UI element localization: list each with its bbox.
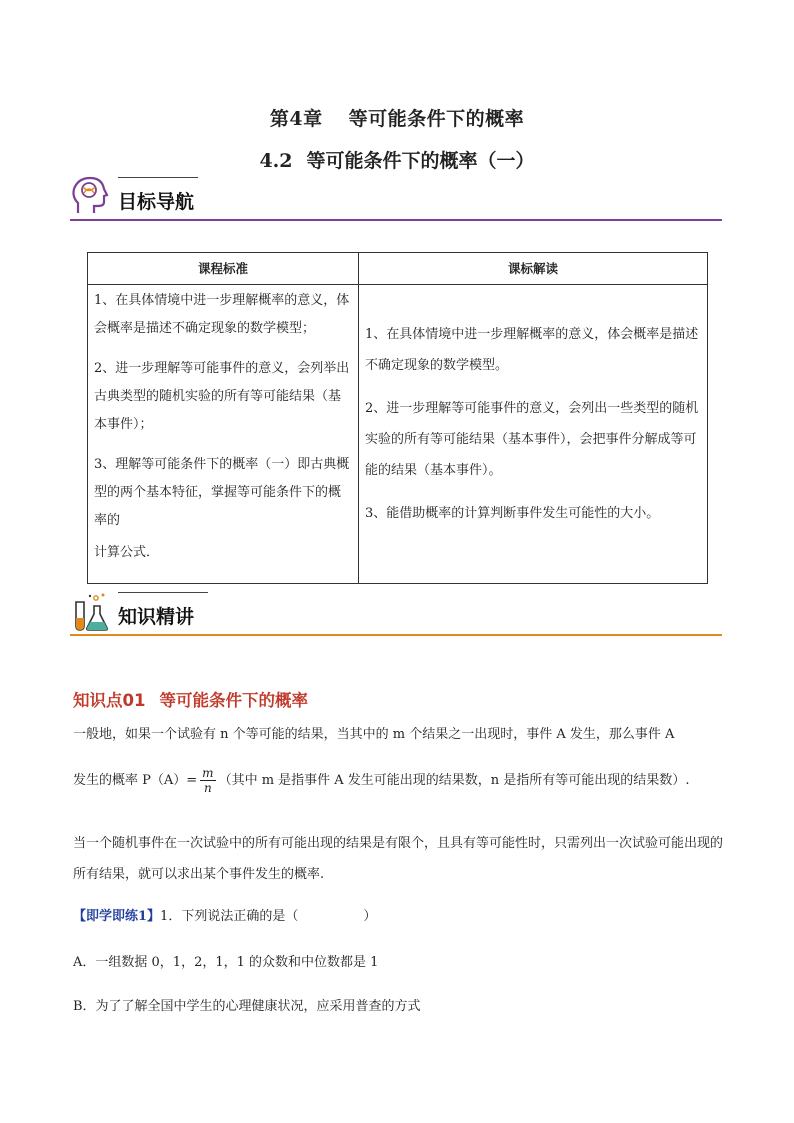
exercise-question-text: 1．下列说法正确的是（ ） [160,909,377,924]
exercise-option-a: A．一组数据 0，1，2，1，1 的众数和中位数都是 1 [73,955,379,970]
section-name: 等可能条件下的概率（一） [306,150,535,172]
knowledge-point-name: 等可能条件下的概率 [159,691,308,710]
section-title [0,146,794,173]
table-header-row [88,253,708,285]
section-label: 知识精讲 [118,606,195,628]
table-row [88,285,708,584]
knowledge-point-title [73,687,308,711]
section-top-rule [118,592,208,593]
probability-fraction [200,766,215,795]
interpretation-item: 2、进一步理解等可能事件的意义，会列出一些类型的随机实验的所有等可能结果（基本事件），会把事件分解成等可能的结果（基本事件）。 [365,401,699,478]
exercise-option-b: B．为了了解全国中学生的心理健康状况，应采用普查的方式 [73,999,421,1014]
section-top-rule [118,177,198,178]
standard-item: 计算公式． [94,545,160,560]
section-header-knowledge [70,590,722,636]
interpretation-item: 3、能借助概率的计算判断事件发生可能性的大小。 [365,506,660,521]
chapter-name: 等可能条件下的概率 [348,108,525,130]
section-underline [70,219,722,221]
section-underline [70,634,722,636]
interpretation-item: 1、在具体情境中进一步理解概率的意义，体会概率是描述不确定现象的数学模型。 [365,327,699,373]
exercise-question [73,902,723,932]
section-header-goals [70,175,722,221]
section-number: 4.2 [259,150,293,172]
table-cell-interpretation [359,285,708,584]
definition-line-1: 一般地，如果一个试验有 n 个等可能的结果，当其中的 m 个结果之一出现时，事件 A 发生，那么事件 A [73,727,675,742]
knowledge-point-number: 知识点01 [73,691,146,710]
exercise-tag: 【即学即练1】 [73,909,161,924]
fraction-denominator: n [204,781,212,795]
fraction-numerator: m [202,766,214,780]
definition-line-2 [73,765,723,797]
standard-item: 3、理解等可能条件下的概率（一）即古典概型的两个基本特征，掌握等可能条件下的概率的 [94,457,350,528]
table-cell-standard [88,285,359,584]
chapter-number: 第4章 [269,108,323,130]
section-label: 目标导航 [118,191,195,213]
chapter-title [0,104,794,131]
curriculum-table [87,252,708,584]
table-header-standard: 课程标准 [88,253,359,285]
definition-formula-lead: 发生的概率 P（A）= [73,773,198,788]
definition-formula-note: （其中 m 是指事件 A 发生可能出现的结果数，n 是指所有等可能出现的结果数）. [218,773,690,788]
standard-item: 1、在具体情境中进一步理解概率的意义，体会概率是描述不确定现象的数学模型； [94,293,350,336]
finite-outcomes-paragraph: 当一个随机事件在一次试验中的所有可能出现的结果是有限个，且具有等可能性时，只需列出一次试验可能出现的所有结果，就可以求出某个事件发生的概率. [73,836,724,882]
table-header-interpretation: 课标解读 [359,253,708,285]
head-brain-icon [70,175,110,217]
standard-item: 2、进一步理解等可能事件的意义，会列举出古典类型的随机实验的所有等可能结果（基本事件）； [94,361,350,432]
flask-icon [70,590,110,632]
